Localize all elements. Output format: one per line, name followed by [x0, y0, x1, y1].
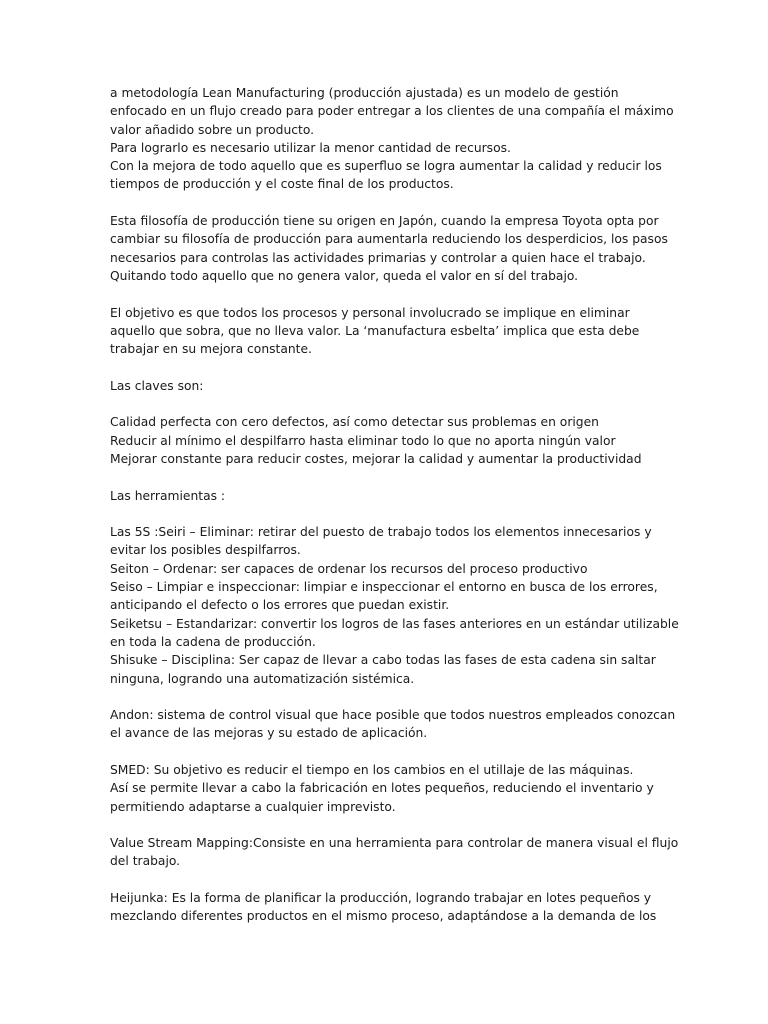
text-line: Para lograrlo es necesario utilizar la menor cantidad de recursos.: [110, 140, 511, 155]
text-line: tiempos de producción y el coste final de los productos.: [110, 177, 454, 192]
text-line: Value Stream Mapping:Consiste en una herramienta para controlar de manera visual el flujo: [110, 836, 679, 851]
text-line: ninguna, logrando una automatización sistémica.: [110, 671, 415, 686]
paragraph: [110, 84, 674, 194]
text-line: evitar los posibles despilfarros.: [110, 543, 301, 558]
text-line: El objetivo es que todos los procesos y personal involucrado se implique en eliminar: [110, 305, 630, 320]
text-line: Las herramientas :: [110, 488, 226, 503]
text-line: Seiton – Ordenar: ser capaces de ordenar los recursos del proceso productivo: [110, 561, 588, 576]
paragraph: [110, 487, 670, 505]
text-line: Calidad perfecta con cero defectos, así como detectar sus problemas en origen: [110, 415, 599, 430]
text-line: Shisuke – Disciplina: Ser capaz de llevar a cabo todas las fases de esta cadena sin saltar: [110, 653, 656, 668]
paragraph: [110, 706, 676, 743]
text-line: Así se permite llevar a cabo la fabricación en lotes pequeños, reduciendo el inventario y: [110, 781, 654, 796]
text-line: Heijunka: Es la forma de planificar la producción, logrando trabajar en lotes pequeños y: [110, 891, 652, 906]
text-line: el avance de las mejoras y su estado de aplicación.: [110, 726, 428, 741]
text-line: permitiendo adaptarse a cualquier imprevisto.: [110, 799, 396, 814]
paragraph: [110, 761, 670, 816]
text-line: en toda la cadena de producción.: [110, 634, 316, 649]
text-line: Reducir al mínimo el despilfarro hasta eliminar todo lo que no aporta ningún valor: [110, 433, 616, 448]
text-line: cambiar su filosofía de producción para aumentarla reduciendo los desperdicios, los pasos: [110, 232, 668, 247]
paragraph: [110, 212, 670, 285]
text-line: Mejorar constante para reducir costes, mejorar la calidad y aumentar la productividad: [110, 451, 642, 466]
text-line: mezclando diferentes productos en el mismo proceso, adaptándose a la demanda de los: [110, 909, 657, 924]
text-line: SMED: Su objetivo es reducir el tiempo en los cambios en el utillaje de las máquinas.: [110, 762, 634, 777]
text-line: a metodología Lean Manufacturing (producción ajustada) es un modelo de gestión: [110, 86, 619, 100]
paragraph: [110, 304, 670, 359]
text-line: Andon: sistema de control visual que hace posible que todos nuestros empleados conozcan: [110, 708, 676, 723]
text-line: necesarios para controlas las actividades primarias y controlar a quien hace el trabajo.: [110, 250, 646, 265]
text-line: Con la mejora de todo aquello que es superfluo se logra aumentar la calidad y reducir los: [110, 159, 662, 174]
document-page: [110, 84, 679, 944]
text-line: valor añadido sobre un producto.: [110, 122, 315, 137]
text-line: del trabajo.: [110, 854, 181, 869]
text-line: trabajar en su mejora constante.: [110, 342, 312, 357]
text-line: aquello que sobra, que no lleva valor. La ‘manufactura esbelta’ implica que esta debe: [110, 323, 640, 338]
text-line: Las claves son:: [110, 378, 204, 393]
text-line: Quitando todo aquello que no genera valor, queda el valor en sí del trabajo.: [110, 268, 579, 283]
text-line: Esta filosofía de producción tiene su origen en Japón, cuando la empresa Toyota opta por: [110, 214, 659, 229]
text-line: enfocado en un flujo creado para poder entregar a los clientes de una compañía el máximo: [110, 104, 674, 119]
paragraph: [110, 413, 670, 468]
text-line: Seiso – Limpiar e inspeccionar: limpiar e inspeccionar el entorno en busca de los errores,: [110, 580, 658, 595]
paragraph: [110, 377, 670, 395]
paragraph: [110, 523, 679, 688]
paragraph: [110, 889, 670, 926]
paragraph: [110, 834, 679, 871]
text-line: anticipando el defecto o los errores que puedan existir.: [110, 598, 450, 613]
text-line: Las 5S :Seiri – Eliminar: retirar del puesto de trabajo todos los elementos innecesarios y: [110, 525, 652, 540]
text-line: Seiketsu – Estandarizar: convertir los logros de las fases anteriores en un estándar utilizable: [110, 616, 679, 631]
